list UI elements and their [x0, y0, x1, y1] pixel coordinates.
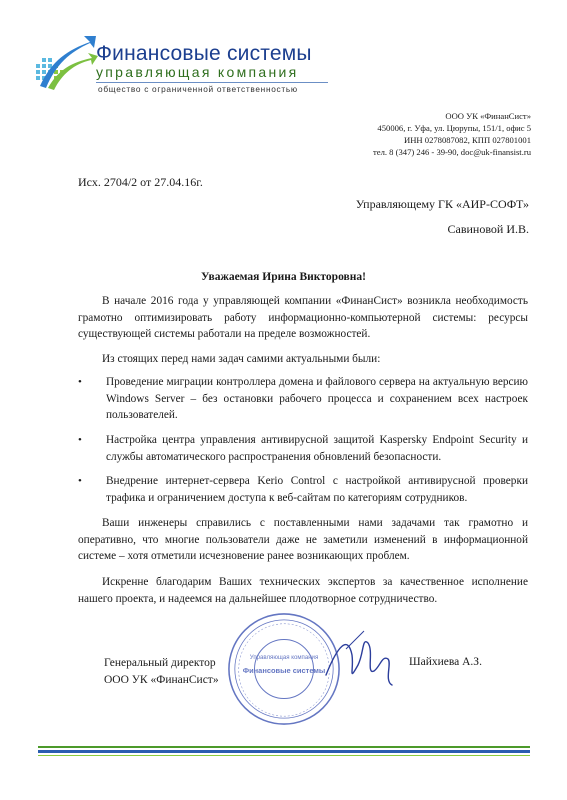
thanks-paragraph: Искренне благодарим Ваших технических экспертов за качественное исполнение нашего проекта, и надеемся на дальнейшее плодотворное сотрудничество. [78, 576, 528, 605]
bullet-icon: • [78, 376, 82, 388]
addressee-name: Савиновой И.В. [447, 222, 529, 236]
tasks-intro: Из стоящих перед нами задач самими актуальными были: [102, 353, 381, 365]
bullet-icon: • [78, 434, 82, 446]
task-item [78, 432, 528, 465]
signature-icon [318, 625, 398, 695]
requisite-company: ООО УК «ФинанСист» [445, 111, 531, 121]
requisite-contacts: тел. 8 (347) 246 - 39-90, doc@uk-finansist.ru [373, 147, 531, 157]
signer-title [104, 655, 219, 689]
stamp-top-text: Управляющая компания [249, 654, 319, 662]
outcome-paragraph: Ваши инженеры справились с поставленными нами задачами так грамотно и оперативно, что многие пользователи даже не заметили изменений в информационной системе – хотя отметили исчезновение ранее возникающих проблем. [78, 517, 528, 562]
footer-stripe-light [38, 755, 530, 756]
task-text: Проведение миграции контроллера домена и файлового сервера на актуальную версию Windows Server – без остановки рабочего процесса и сохранением всех настроек пользователей. [106, 376, 528, 421]
greeting: Уважаемая Ирина Викторовна! [201, 271, 366, 283]
outgoing-reference: Исх. 2704/2 от 27.04.16г. [78, 175, 203, 189]
brand-subtitle: управляющая компания [96, 64, 299, 80]
bullet-icon: • [78, 475, 82, 487]
brand-divider [96, 82, 328, 83]
requisite-tax-ids: ИНН 0278087082, КПП 027801001 [404, 135, 531, 145]
signer-company: ООО УК «ФинанСист» [104, 674, 219, 686]
addressee-position: Управляющему ГК «АИР-СОФТ» [355, 197, 529, 211]
company-requisites [373, 110, 531, 158]
intro-paragraph: В начале 2016 года у управляющей компании «ФинанСист» возникла необходимость грамотно оптимизировать работу информационно-компьютерной системы: ресурсы существующей системы работали на пределе возможностей. [78, 295, 528, 340]
company-logo-icon [34, 30, 98, 92]
task-text: Настройка центра управления антивирусной защитой Kaspersky Endpoint Security и службы автоматического распространения обновлений безопасности. [106, 434, 528, 463]
requisite-address: 450006, г. Уфа, ул. Цюрупы, 151/1, офис 5 [377, 123, 531, 133]
task-item [78, 473, 528, 506]
stamp-center-text: Финансовые системы [242, 665, 326, 675]
task-text: Внедрение интернет-сервера Kerio Control с настройкой антивирусной проверки трафика и ограничением доступа к веб-сайтам по категориям сотрудников. [106, 475, 528, 504]
footer-stripe-green [38, 746, 530, 748]
signer-name: Шайхиева А.З. [409, 656, 482, 668]
brand-name: Финансовые системы [96, 42, 312, 65]
signer-position: Генеральный директор [104, 657, 216, 669]
task-item [78, 374, 528, 424]
footer-stripe-blue [38, 750, 530, 753]
brand-tagline: общество с ограниченной ответственностью [98, 84, 298, 94]
